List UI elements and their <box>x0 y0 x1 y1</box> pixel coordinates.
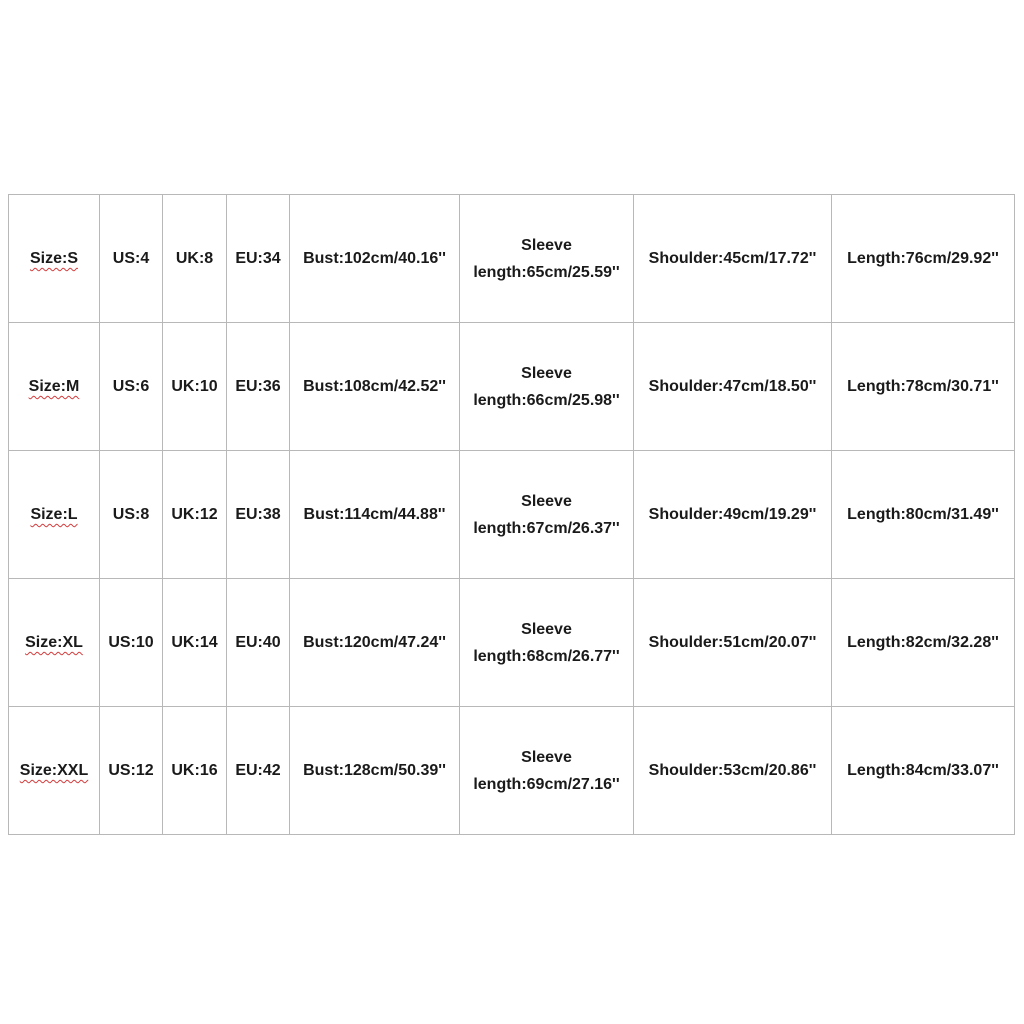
us-size-cell: US:6 <box>100 323 163 451</box>
eu-size-cell: EU:34 <box>227 195 290 323</box>
bust-cell: Bust:120cm/47.24'' <box>290 579 460 707</box>
sleeve-label: Sleeve <box>521 236 572 254</box>
length-cell: Length:80cm/31.49'' <box>832 451 1015 579</box>
size-label: Size:L <box>30 506 78 523</box>
eu-size-cell: EU:42 <box>227 707 290 835</box>
size-label: Size:S <box>29 250 78 267</box>
us-size-cell: US:8 <box>100 451 163 579</box>
size-cell <box>9 323 100 451</box>
table-row <box>9 579 1015 707</box>
sleeve-length-cell <box>460 579 634 707</box>
sleeve-label: Sleeve <box>521 748 572 766</box>
eu-size-cell: EU:36 <box>227 323 290 451</box>
shoulder-cell: Shoulder:51cm/20.07'' <box>634 579 832 707</box>
length-cell: Length:78cm/30.71'' <box>832 323 1015 451</box>
sleeve-label: Sleeve <box>521 620 572 638</box>
table-row <box>9 195 1015 323</box>
uk-size-cell: UK:8 <box>163 195 227 323</box>
sleeve-length-value: length:69cm/27.16'' <box>473 775 620 793</box>
eu-size-cell: EU:40 <box>227 579 290 707</box>
length-cell: Length:84cm/33.07'' <box>832 707 1015 835</box>
sleeve-length-value: length:67cm/26.37'' <box>473 519 620 537</box>
uk-size-cell: UK:12 <box>163 451 227 579</box>
size-label: Size:XL <box>25 634 83 651</box>
size-chart-body <box>9 195 1015 835</box>
length-cell: Length:76cm/29.92'' <box>832 195 1015 323</box>
sleeve-label: Sleeve <box>521 364 572 382</box>
sleeve-label: Sleeve <box>521 492 572 510</box>
us-size-cell: US:4 <box>100 195 163 323</box>
length-cell: Length:82cm/32.28'' <box>832 579 1015 707</box>
table-row <box>9 323 1015 451</box>
shoulder-cell: Shoulder:49cm/19.29'' <box>634 451 832 579</box>
us-size-cell: US:10 <box>100 579 163 707</box>
size-cell <box>9 579 100 707</box>
size-cell <box>9 195 100 323</box>
bust-cell: Bust:114cm/44.88'' <box>290 451 460 579</box>
sleeve-length-cell <box>460 707 634 835</box>
size-chart-table <box>8 194 1015 835</box>
sleeve-length-cell <box>460 195 634 323</box>
eu-size-cell: EU:38 <box>227 451 290 579</box>
us-size-cell: US:12 <box>100 707 163 835</box>
sleeve-length-cell <box>460 323 634 451</box>
sleeve-length-cell <box>460 451 634 579</box>
bust-cell: Bust:102cm/40.16'' <box>290 195 460 323</box>
sleeve-length-value: length:65cm/25.59'' <box>473 263 620 281</box>
size-label: Size:M <box>28 378 80 395</box>
table-row <box>9 707 1015 835</box>
uk-size-cell: UK:16 <box>163 707 227 835</box>
sleeve-length-value: length:66cm/25.98'' <box>473 391 620 409</box>
bust-cell: Bust:128cm/50.39'' <box>290 707 460 835</box>
sleeve-length-value: length:68cm/26.77'' <box>473 647 620 665</box>
uk-size-cell: UK:14 <box>163 579 227 707</box>
size-cell <box>9 707 100 835</box>
uk-size-cell: UK:10 <box>163 323 227 451</box>
shoulder-cell: Shoulder:53cm/20.86'' <box>634 707 832 835</box>
size-label: Size:XXL <box>19 762 89 779</box>
size-cell <box>9 451 100 579</box>
shoulder-cell: Shoulder:45cm/17.72'' <box>634 195 832 323</box>
table-row <box>9 451 1015 579</box>
shoulder-cell: Shoulder:47cm/18.50'' <box>634 323 832 451</box>
bust-cell: Bust:108cm/42.52'' <box>290 323 460 451</box>
